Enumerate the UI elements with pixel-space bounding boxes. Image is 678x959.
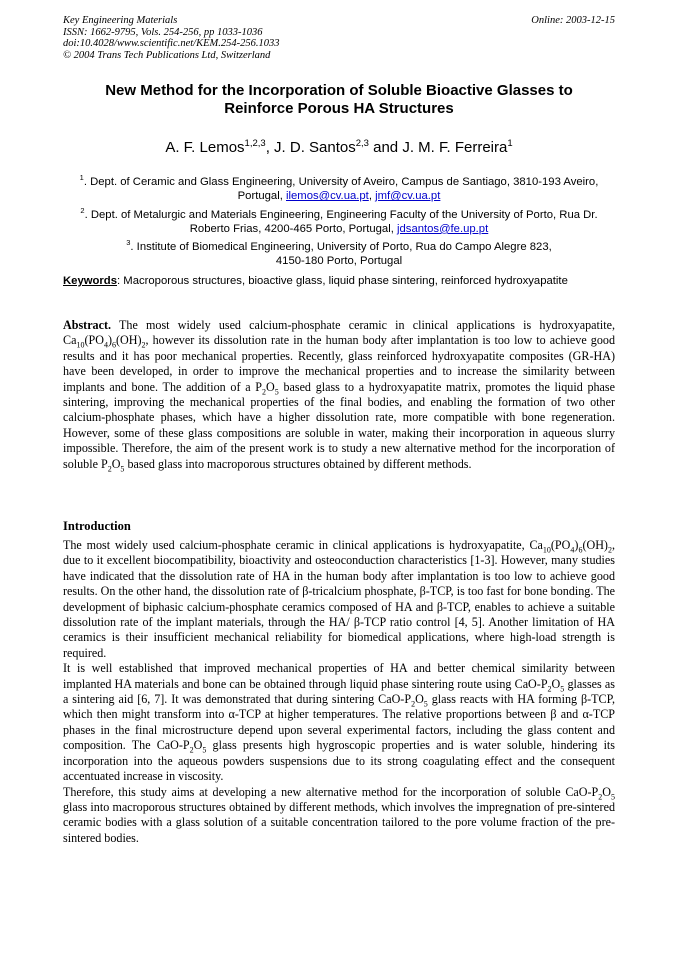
author-1-affil: 1,2,3 xyxy=(244,138,266,149)
author-3-affil: 1 xyxy=(507,138,513,149)
author-list xyxy=(63,135,615,157)
email-link-ilemos[interactable]: ilemos@cv.ua.pt xyxy=(285,190,369,203)
affiliations xyxy=(63,171,615,269)
subscript: 2 xyxy=(598,791,603,801)
keywords-colon: : xyxy=(117,275,121,287)
paper-title xyxy=(63,82,615,118)
intro-text: Therefore, this study aims at developing a new alternative method for the incorporation of soluble CaO-P xyxy=(63,784,599,799)
copyright-line: © 2004 Trans Tech Publications Ltd, Switzerland xyxy=(63,49,271,61)
subscript: 2 xyxy=(547,684,552,694)
abstract-text: The most widely used calcium-phosphate ceramic in clinical applications is hydroxyapatite, Ca xyxy=(63,318,615,348)
intro-text: O xyxy=(415,692,424,707)
issn-line: ISSN: 1662-9795, Vols. 254-256, pp 1033-1036 xyxy=(63,26,263,38)
affiliation-number: 1 xyxy=(79,173,84,182)
title-line-2: Reinforce Porous HA Structures xyxy=(224,100,454,117)
subscript: 2 xyxy=(411,699,416,709)
abstract-text: based glass into macroporous structures obtained by different methods. xyxy=(124,456,472,471)
subscript: 5 xyxy=(560,684,565,694)
abstract-label: Abstract. xyxy=(63,318,112,332)
intro-text: The most widely used calcium-phosphate ceramic in clinical applications is hydroxyapatite, Ca xyxy=(63,538,543,552)
author-1: A. F. Lemos xyxy=(165,139,245,156)
subscript: 5 xyxy=(120,464,125,474)
subscript: 4 xyxy=(570,545,575,555)
affiliation-3 xyxy=(63,236,615,269)
intro-text: (OH) xyxy=(582,538,608,552)
author-separator: , xyxy=(265,139,275,156)
intro-paragraph-3 xyxy=(63,785,615,847)
title-line-1: New Method for the Incorporation of Soluble Bioactive Glasses to xyxy=(105,82,573,99)
abstract-text: (OH) xyxy=(115,333,142,348)
abstract-text: based glass to a hydroxyapatite matrix, promotes the liquid phase sintering, improving the mechanical properties of the final bodies, and enabling the formation of two other calcium-phosphate phases, which have a higher dissolution rate, more compatible with bone regeneration. However, some of these glass compositions are soluble in water, making their incorporation in aqueous slurry impossible. Therefore, the aim of the present work is to study a new alternative method for the incorporation of soluble P xyxy=(63,379,615,471)
subscript: 2 xyxy=(107,464,112,474)
journal-header xyxy=(63,15,615,61)
affiliation-number: 2 xyxy=(80,205,85,215)
introduction-body xyxy=(63,538,615,846)
email-link-jdsantos[interactable]: jdsantos@fe.up.pt xyxy=(397,222,489,235)
intro-text: , due to it excellent biocompatibility, bioactivity and osteoconduction characteristics [1-3]. However, many studies have indicated that the dissolution rate of HA in the human body after implantation is too low to achieve good results. On the other hand, the dissolution rate of β-tricalcium phosphate, β-TCP, is too fast for bone bonding. The development of biphasic calcium-phosphate ceramics composed of HA and β-TCP, enables to achieve a suitable dissolution rate of the implant materials, through the HA/ β-TCP ratio control [4, 5]. Another limitation of HA ceramics is their insufficient mechanical reliability for biomedical applications, where high-load strength is required. xyxy=(63,538,615,660)
subscript: 5 xyxy=(611,791,615,801)
subscript: 5 xyxy=(423,699,428,709)
affiliation-text-line-2: 4150-180 Porto, Portugal xyxy=(275,255,403,268)
intro-text: O xyxy=(193,738,203,753)
keywords-label: Keywords xyxy=(63,275,117,287)
affiliation-2 xyxy=(63,204,615,237)
affiliation-text: . Institute of Biomedical Engineering, University of Porto, Rua do Campo Alegre 823, xyxy=(130,240,552,253)
intro-text: glass presents high hygroscopic properties and is water soluble, hindering its incorporation into the aqueous powders suspensions due to its strong coagulating effect and the consequent accentuated increase in viscosity. xyxy=(63,738,615,784)
intro-text: ) xyxy=(574,538,579,552)
subscript: 2 xyxy=(141,340,146,350)
email-link-jmf[interactable]: jmf@cv.ua.pt xyxy=(375,190,441,203)
intro-paragraph-1 xyxy=(63,538,615,661)
intro-text: glass into macroporous structures obtained by different methods, which involves the impregnation of pre-sintered ceramic bodies with a glass solution of a suitable concentration tailored to the pore volume fraction of the pre-sintered bodies. xyxy=(63,799,615,845)
intro-text: O xyxy=(602,784,611,799)
journal-name: Key Engineering Materials xyxy=(63,15,178,26)
subscript: 4 xyxy=(103,340,108,350)
affiliation-number: 3 xyxy=(126,238,131,248)
affiliation-text: . Dept. of Metalurgic and Materials Engineering, Engineering Faculty of the University of Porto, Rua Dr. Roberto Frias, 4200-465 Porto, Portugal, xyxy=(84,208,598,235)
intro-text: (PO xyxy=(550,538,571,552)
abstract-text: , however its dissolution rate in the human body after implantation is too low to achieve good results and it has poor mechanical properties. Recently, glass reinforced hydroxyapatite composites (GR-HA) have been developed, in order to improve the mechanical properties and to increase the similarity between implants and bone. The addition of a P xyxy=(63,333,615,394)
doi-line: doi:10.4028/www.scientific.net/KEM.254-256.1033 xyxy=(63,38,280,49)
author-separator: and xyxy=(368,139,403,156)
subscript: 2 xyxy=(607,545,612,555)
intro-text: glasses as a sintering aid [6, 7]. It was demonstrated that during sintering CaO-P xyxy=(63,676,615,707)
affiliation-1 xyxy=(63,171,615,204)
author-3: J. M. F. Ferreira xyxy=(402,139,508,156)
subscript: 2 xyxy=(262,387,266,397)
intro-text: O xyxy=(551,676,561,691)
abstract-text: O xyxy=(266,379,275,394)
author-2: J. D. Santos xyxy=(274,139,356,156)
abstract-text: (PO xyxy=(84,333,104,348)
online-date: Online: 2003-12-15 xyxy=(531,15,615,26)
intro-text: glass reacts with HA forming β-TCP, which then might transform into α-TCP at higher temperatures. The relative proportions between β and α-TCP phases in the final microstructure depend upon several experimental factors, including the glass content and composition. The CaO-P xyxy=(63,692,615,753)
abstract xyxy=(63,318,615,472)
author-2-affil: 2,3 xyxy=(355,138,369,149)
section-heading-introduction: Introduction xyxy=(63,519,131,533)
email-separator: , xyxy=(368,190,376,203)
keywords-text: Macroporous structures, bioactive glass, liquid phase sintering, reinforced hydroxyapatite xyxy=(120,275,568,287)
subscript: 10 xyxy=(76,340,85,350)
intro-paragraph-2 xyxy=(63,661,615,784)
subscript: 10 xyxy=(542,545,551,555)
subscript: 6 xyxy=(111,340,116,350)
subscript: 2 xyxy=(189,745,194,755)
subscript: 5 xyxy=(202,745,207,755)
intro-text: It is well established that improved mechanical properties of HA and better chemical similarity between implanted HA materials and bone can be obtained through liquid phase sintering route using CaO-P xyxy=(63,661,615,691)
subscript: 6 xyxy=(578,545,583,555)
abstract-text: ) xyxy=(107,333,112,348)
abstract-text: O xyxy=(111,456,121,471)
keywords xyxy=(63,274,615,288)
abstract-paragraph xyxy=(63,318,615,472)
affiliation-text: . Dept. of Ceramic and Glass Engineering, University of Aveiro, Campus de Santiago, 3810-193 Aveiro, Portugal, xyxy=(83,175,599,203)
subscript: 5 xyxy=(274,387,279,397)
